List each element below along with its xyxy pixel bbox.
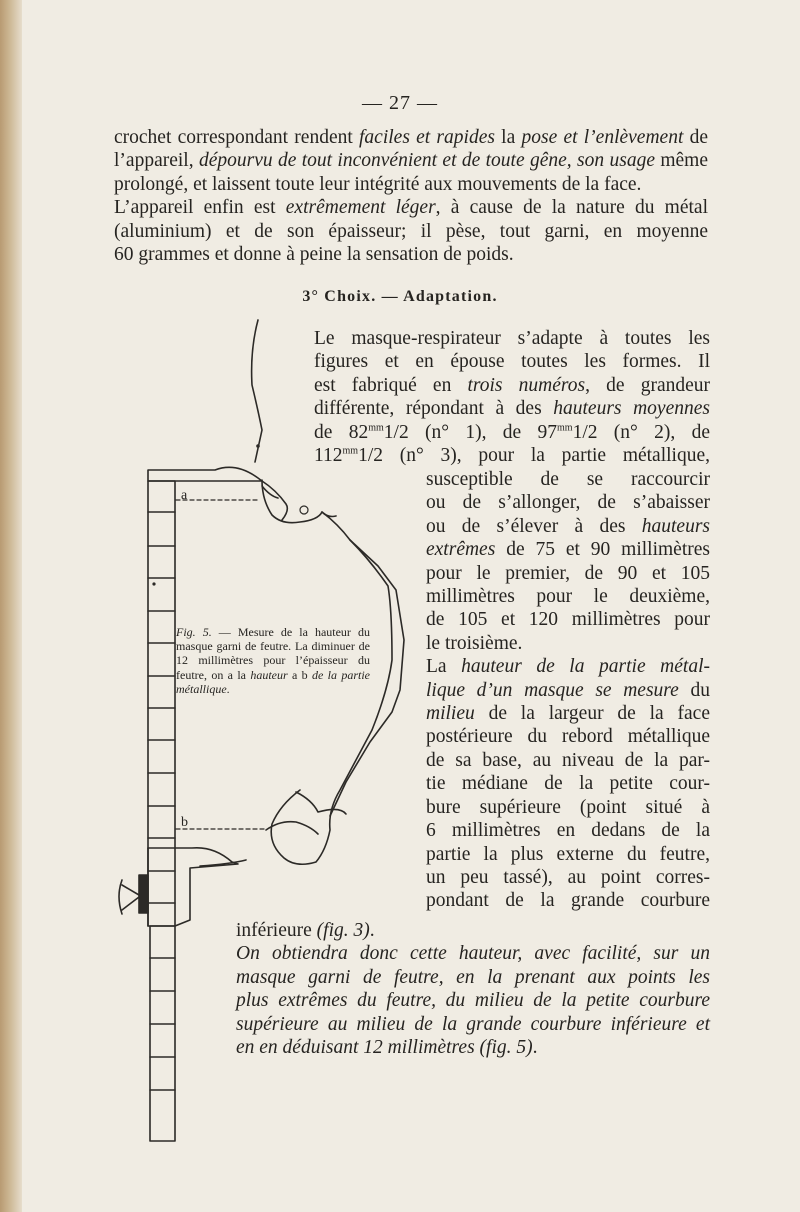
narrow-lines-line: un peu tassé), au point corres- bbox=[426, 866, 710, 888]
narrow-lines-line: de sa base, au niveau de la par- bbox=[426, 749, 710, 771]
narrow-lines-line: 6 millimètres en dedans de la bbox=[426, 820, 710, 842]
narrow-lines-line: La hauteur de la partie métal- bbox=[426, 656, 710, 678]
section-heading: 3° Choix. — Adaptation. bbox=[302, 288, 498, 305]
narrow-lines-line: bure supérieure (point situé à bbox=[426, 796, 710, 818]
intro-lines-line: crochet correspondant rendent faciles et rapides la pose et l’enlèvement de bbox=[114, 127, 709, 148]
bottom-lines-line: inférieure (fig. 3). bbox=[236, 920, 375, 941]
narrow-lines-line: postérieure du rebord métallique bbox=[426, 726, 710, 748]
intro-lines-line: 60 grammes et donne à peine la sensation de poids. bbox=[114, 244, 514, 266]
narrow-lines-line: pondant de la grande courbure bbox=[426, 890, 710, 912]
bottom-lines-line: plus extrêmes du feutre, du milieu de la petite courbure bbox=[236, 990, 710, 1012]
narrow-lines-line: tie médiane de la petite cour- bbox=[426, 773, 710, 795]
right-lines-line: différente, répondant à des hauteurs moyennes bbox=[314, 398, 710, 420]
intro-lines-line: L’appareil enfin est extrêmement léger, à cause de la nature du métal bbox=[114, 197, 708, 219]
right-lines-line: de $82^{mm}1/2$ (n° 1), de $97^{mm}1/2$ (n° 2), de bbox=[314, 421, 710, 443]
ruler-upper bbox=[148, 481, 175, 926]
narrow-lines-line: millimètres pour le deuxième, bbox=[426, 586, 710, 608]
right-lines-line: $112^{mm}1/2$ (n° 3), pour la partie métallique, bbox=[314, 445, 710, 467]
intro-lines-line: prolongé, et laissent toute leur intégrité aux mouvements de la face. bbox=[114, 173, 642, 195]
caliper-handle bbox=[139, 875, 148, 913]
narrow-lines-line: lique d’un masque se mesure du bbox=[426, 679, 710, 701]
intro-lines-line: (aluminium) et de son épaisseur; il pèse, tout garni, en moyenne bbox=[114, 220, 708, 242]
point-b-label: b bbox=[181, 815, 188, 830]
bottom-lines-line: supérieure au milieu de la grande courbure inférieure et bbox=[236, 1013, 710, 1035]
bottom-lines-line: en en déduisant 12 millimètres (fig. 5). bbox=[236, 1037, 538, 1059]
page-number: — 27 — bbox=[362, 92, 438, 114]
narrow-lines-line: ou de s’élever à des hauteurs bbox=[426, 515, 710, 537]
right-lines-line: Le masque-respirateur s’adapte à toutes les bbox=[314, 328, 710, 349]
right-lines-line: figures et en épouse toutes les formes. Il bbox=[314, 351, 710, 373]
intro-lines-line: l’appareil, dépourvu de tout inconvénient et de toute gêne, son usage même bbox=[114, 150, 708, 172]
narrow-lines-line: de 105 et 120 millimètres pour bbox=[426, 609, 710, 631]
narrow-lines-line: susceptible de se raccourcir bbox=[426, 469, 710, 490]
bottom-lines-line: On obtiendra donc cette hauteur, avec facilité, sur un bbox=[236, 943, 710, 965]
narrow-lines-line: pour le premier, de 90 et 105 bbox=[426, 562, 710, 584]
bottom-lines-line: masque garni de feutre, en la prenant aux points les bbox=[236, 966, 710, 988]
narrow-lines-line: le troisième. bbox=[426, 632, 523, 654]
point-a-label: a bbox=[181, 488, 188, 503]
narrow-lines-line: milieu de la largeur de la face bbox=[426, 703, 710, 725]
right-lines-line: est fabriqué en trois numéros, de grandeur bbox=[314, 374, 710, 396]
narrow-lines-line: ou de s’allonger, de s’abaisser bbox=[426, 492, 710, 514]
narrow-lines-line: extrêmes de 75 et 90 millimètres bbox=[426, 539, 710, 561]
narrow-lines-line: partie la plus externe du feutre, bbox=[426, 843, 710, 865]
figure-5-caption: Fig. 5. — Mesure de la hauteur du masque garni de feutre. La diminuer de 12 millimètres pour l’épaisseur du feutre, on a la hauteur a b de la partie métallique. bbox=[176, 625, 370, 696]
